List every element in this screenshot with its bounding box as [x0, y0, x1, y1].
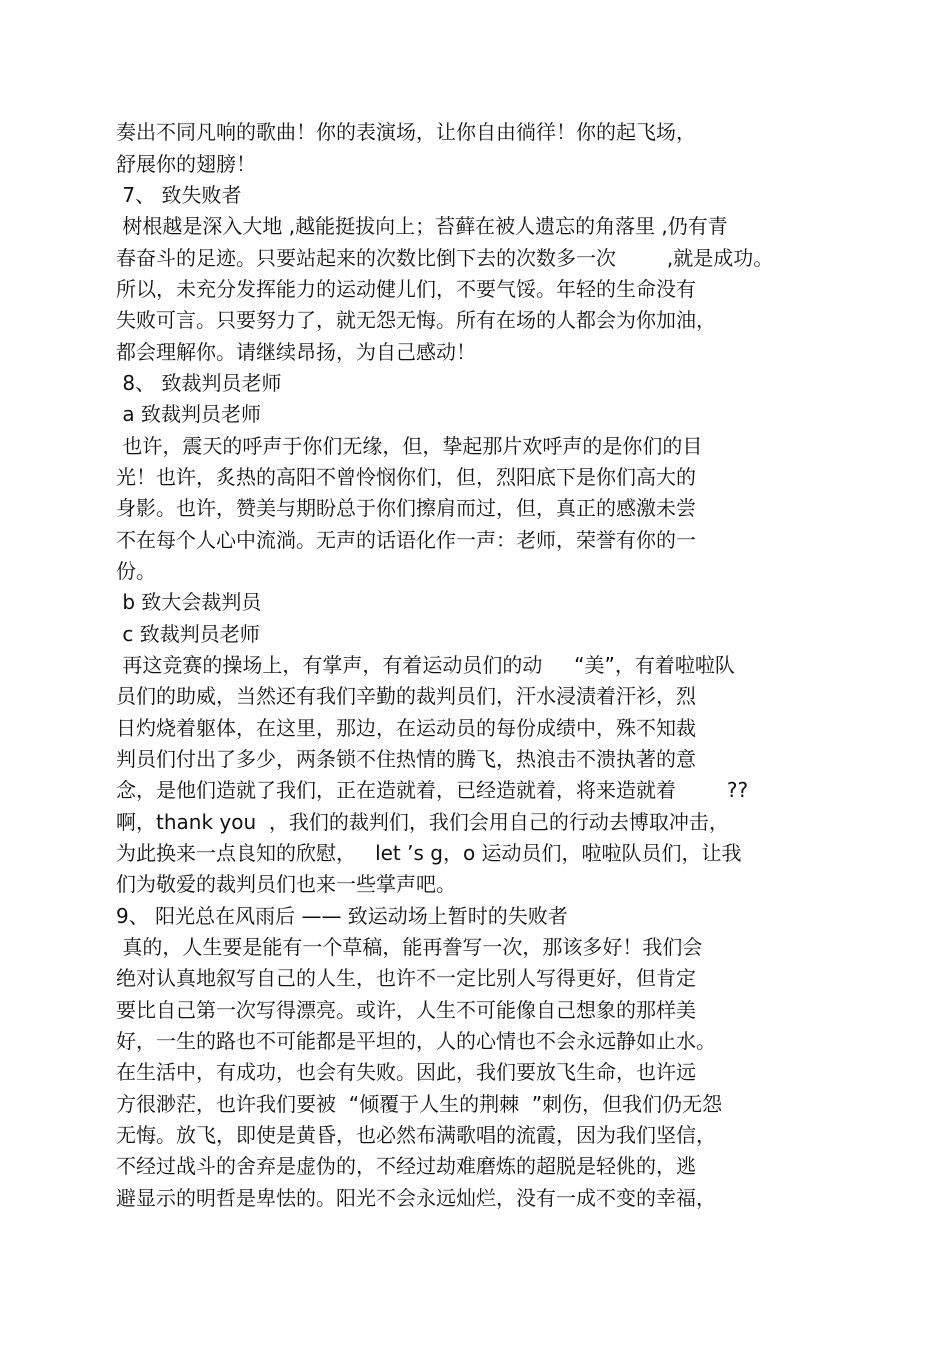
text-line: 好，一生的路也不可能都是平坦的，人的心情也不会永远静如止水。	[116, 1029, 716, 1053]
text-line: 要比自己第一次写得漂亮。或许，人生不可能像自己想象的那样美	[116, 998, 696, 1022]
text-line: 真的，人生要是能有一个草稿，能再誊写一次，那该多好！我们会	[116, 935, 703, 959]
text-line: 绝对认真地叙写自己的人生，也许不一定比别人写得更好，但肯定	[116, 966, 696, 990]
section-heading-9: 9、 阳光总在风雨后 —— 致运动场上暂时的失败者	[116, 904, 568, 928]
text-line: 份。	[116, 559, 156, 583]
text-line: 都会理解你。请继续昂扬，为自己感动！	[116, 340, 476, 364]
subheading-b: b 致大会裁判员	[116, 590, 262, 614]
text-line: 方很渺茫，也许我们要被 “倾覆于人生的荆棘 ”刺伤，但我们仍无怨	[116, 1092, 723, 1116]
text-line: 不经过战斗的舍弃是虚伪的，不经过劫难磨炼的超脱是轻佻的，逃	[116, 1154, 696, 1178]
text-line: 也许，震天的呼声于你们无缘，但，挚起那片欢呼声的是你们的目	[116, 434, 703, 458]
text-line: 为此换来一点良知的欣慰， let ’s g，o 运动员们，啦啦队员们，让我	[116, 841, 742, 865]
text-line: 避显示的明哲是卑怯的。阳光不会永远灿烂，没有一成不变的幸福，	[116, 1186, 716, 1210]
text-line: 身影。也许，赞美与期盼总于你们擦肩而过，但，真正的感激未尝	[116, 496, 696, 520]
text-line: 们为敬爱的裁判员们也来一些掌声吧。	[116, 872, 456, 896]
text-line: 舒展你的翅膀！	[116, 152, 256, 176]
subheading-c: c 致裁判员老师	[116, 622, 260, 646]
text-line: 在生活中，有成功，也会有失败。因此，我们要放飞生命，也许远	[116, 1060, 696, 1084]
text-line: 春奋斗的足迹。只要站起来的次数比倒下去的次数多一次 ,就是成功。	[116, 246, 774, 270]
text-line: 失败可言。只要努力了，就无怨无悔。所有在场的人都会为你加油，	[116, 308, 716, 332]
text-line: 念，是他们造就了我们，正在造就着，已经造就着，将来造就着 ??	[116, 778, 749, 802]
text-line: 啊，thank you ，我们的裁判们，我们会用自己的行动去博取冲击，	[116, 810, 729, 834]
text-line: 不在每个人心中流淌。无声的话语化作一声：老师，荣誉有你的一	[116, 528, 696, 552]
text-line: 所以，未充分发挥能力的运动健儿们，不要气馁。年轻的生命没有	[116, 277, 696, 301]
subheading-a: a 致裁判员老师	[116, 402, 261, 426]
text-line: 树根越是深入大地 ,越能挺拔向上；苔藓在被人遗忘的角落里 ,仍有青	[116, 214, 728, 238]
text-line: 奏出不同凡响的歌曲！你的表演场，让你自由徜徉！你的起飞场，	[116, 120, 696, 144]
text-line: 日灼烧着躯体，在这里，那边，在运动员的每份成绩中，殊不知裁	[116, 716, 696, 740]
text-line: 员们的助威，当然还有我们辛勤的裁判员们，汗水浸渍着汗衫，烈	[116, 684, 696, 708]
text-line: 判员们付出了多少，两条锁不住热情的腾飞，热浪击不溃执著的意	[116, 747, 696, 771]
section-heading-7: 7、 致失败者	[116, 183, 242, 207]
text-line: 光！也许，炙热的高阳不曾怜悯你们，但，烈阳底下是你们高大的	[116, 465, 696, 489]
text-line: 再这竞赛的操场上，有掌声，有着运动员们的动 “美”，有着啦啦队	[116, 653, 735, 677]
text-line: 无悔。放飞，即使是黄昏，也必然布满歌唱的流霞，因为我们坚信，	[116, 1123, 716, 1147]
section-heading-8: 8、 致裁判员老师	[116, 371, 282, 395]
